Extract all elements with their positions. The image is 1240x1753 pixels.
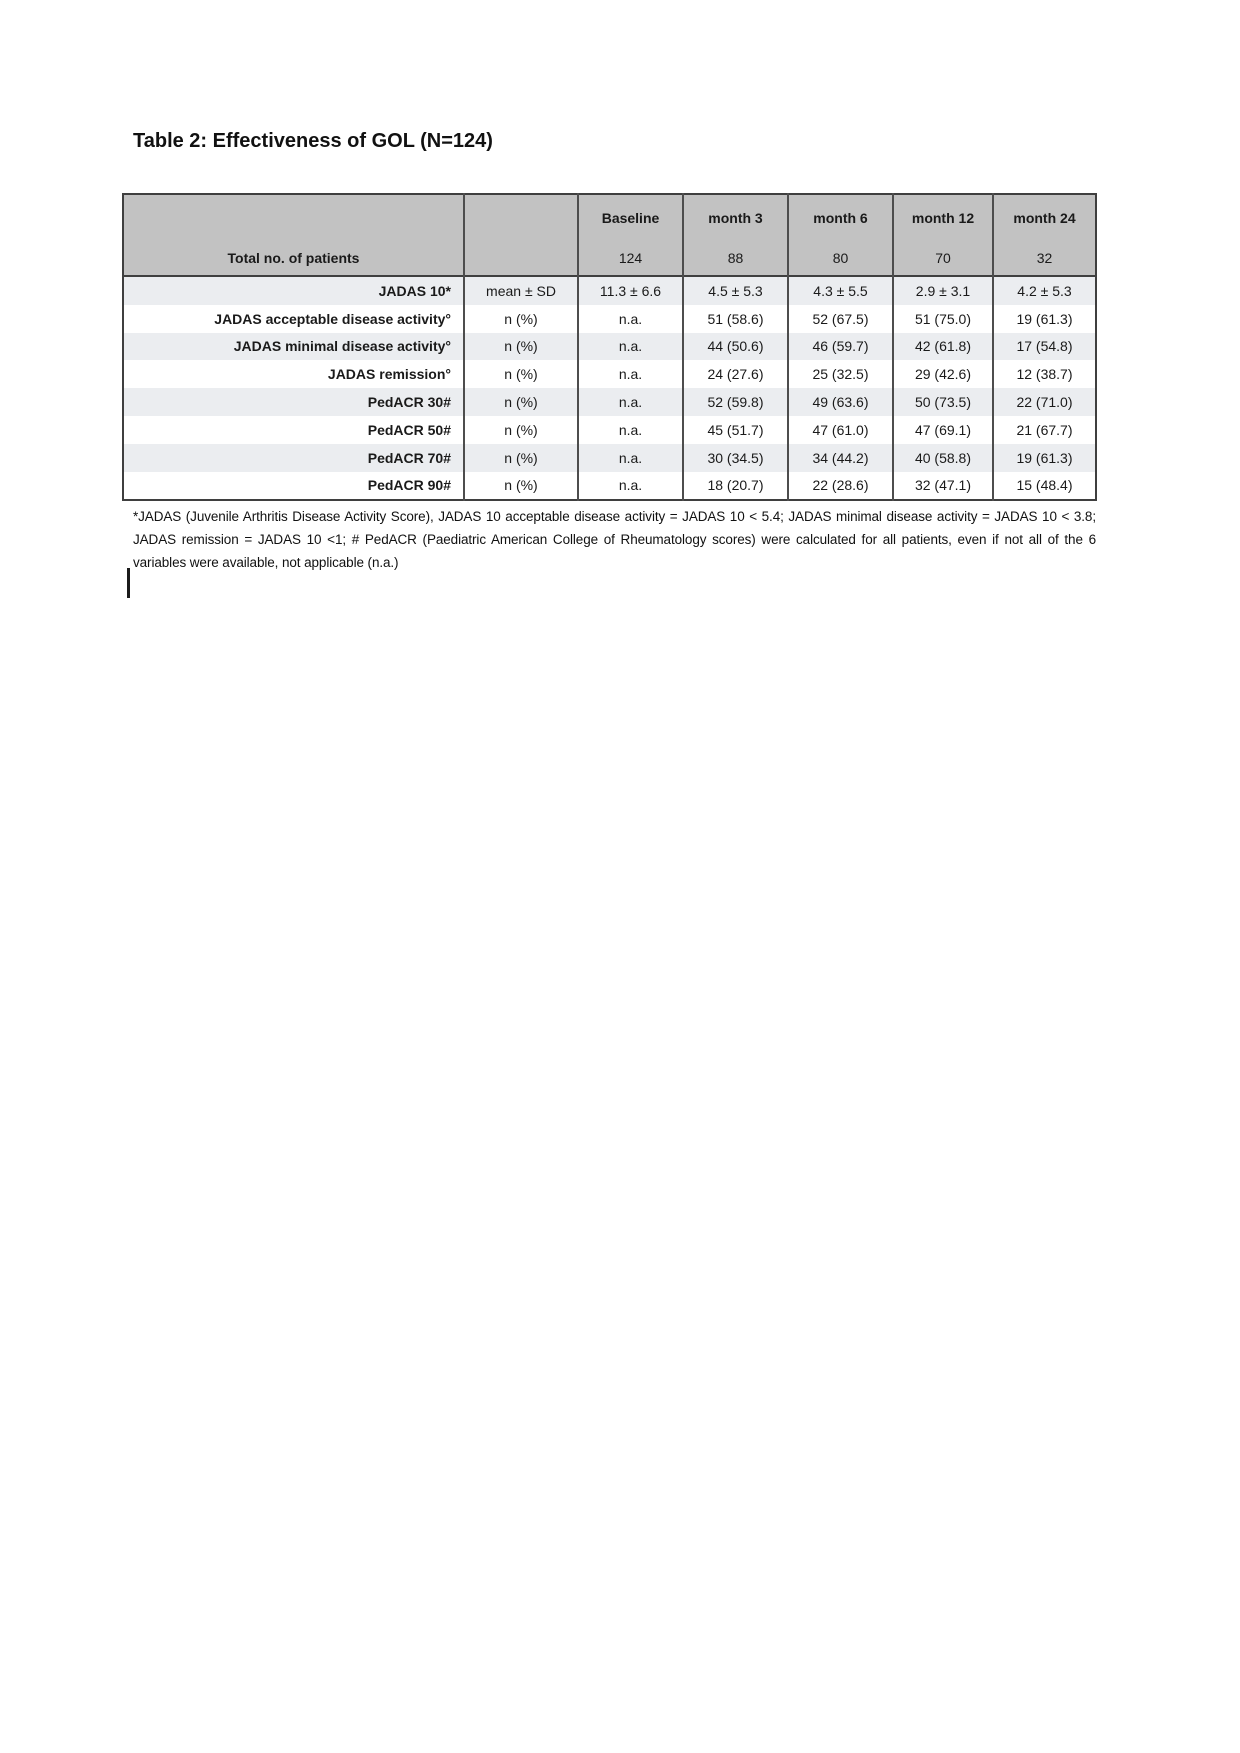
header-row-periods [123, 194, 1096, 241]
cell-value: 24 (27.6) [683, 360, 788, 388]
cell-value: 22 (71.0) [993, 388, 1096, 416]
cell-value: n.a. [578, 388, 683, 416]
cell-value: n.a. [578, 305, 683, 333]
cell-value: 18 (20.7) [683, 472, 788, 501]
cell-value: 12 (38.7) [993, 360, 1096, 388]
cell-value: 40 (58.8) [893, 444, 993, 472]
cell-value: 2.9 ± 3.1 [893, 276, 993, 305]
table-body [123, 276, 1096, 500]
col-header-baseline: Baseline [578, 194, 683, 241]
table-title: Table 2: Effectiveness of GOL (N=124) [133, 130, 493, 152]
row-label: JADAS remission° [327, 366, 451, 383]
cell-value: n.a. [578, 333, 683, 361]
cell-value: 4.5 ± 5.3 [683, 276, 788, 305]
cell-value: 45 (51.7) [683, 416, 788, 444]
count-month-6: 80 [788, 241, 893, 276]
cell-value: n.a. [578, 444, 683, 472]
table-header [123, 194, 1096, 276]
effectiveness-table [122, 193, 1097, 501]
row-measure: n (%) [464, 472, 578, 501]
col-header-month-6: month 6 [788, 194, 893, 241]
cell-value: 22 (28.6) [788, 472, 893, 501]
row-measure: n (%) [464, 360, 578, 388]
cell-value: 51 (58.6) [683, 305, 788, 333]
table-row [123, 416, 1096, 444]
cell-value: 52 (59.8) [683, 388, 788, 416]
cell-value: 17 (54.8) [993, 333, 1096, 361]
table-row [123, 472, 1096, 501]
table-footnote: *JADAS (Juvenile Arthritis Disease Activity Score), JADAS 10 acceptable disease activity = JADAS 10 < 5.4; JADAS minimal disease activity = JADAS 10 < 3.8; JADAS remission = JADAS 10 <1; # PedACR (Paediatric American College of Rheumatology scores) were calculated for all patients, even if not all of the 6 variables were available, not applicable (n.a.) [133, 509, 1096, 570]
count-month-24: 32 [993, 241, 1096, 276]
cell-value: 15 (48.4) [993, 472, 1096, 501]
cell-value: 19 (61.3) [993, 444, 1096, 472]
header-empty-measure-cell [464, 194, 578, 241]
cell-value: 34 (44.2) [788, 444, 893, 472]
row-measure: n (%) [464, 388, 578, 416]
total-patients-label: Total no. of patients [123, 241, 464, 276]
cell-value: 44 (50.6) [683, 333, 788, 361]
table-row [123, 305, 1096, 333]
cell-value: 11.3 ± 6.6 [578, 276, 683, 305]
cell-value: 51 (75.0) [893, 305, 993, 333]
table-row [123, 333, 1096, 361]
table-row [123, 444, 1096, 472]
cell-value: 4.2 ± 5.3 [993, 276, 1096, 305]
cell-value: 21 (67.7) [993, 416, 1096, 444]
cell-value: 30 (34.5) [683, 444, 788, 472]
header-empty-measure-cell-2 [464, 241, 578, 276]
row-label: PedACR 70# [367, 449, 451, 466]
table-row [123, 276, 1096, 305]
cell-value: 47 (61.0) [788, 416, 893, 444]
row-label: JADAS minimal disease activity° [233, 338, 451, 355]
table-row [123, 360, 1096, 388]
cell-value: 49 (63.6) [788, 388, 893, 416]
count-month-12: 70 [893, 241, 993, 276]
row-label: PedACR 90# [367, 477, 451, 494]
cell-value: 52 (67.5) [788, 305, 893, 333]
row-label: JADAS 10* [378, 282, 451, 299]
row-measure: n (%) [464, 333, 578, 361]
row-label: PedACR 30# [367, 394, 451, 411]
cell-value: n.a. [578, 360, 683, 388]
cell-value: 4.3 ± 5.5 [788, 276, 893, 305]
cell-value: 50 (73.5) [893, 388, 993, 416]
header-empty-label-cell [123, 194, 464, 241]
cell-value: n.a. [578, 416, 683, 444]
cell-value: n.a. [578, 472, 683, 501]
table-row [123, 388, 1096, 416]
count-baseline: 124 [578, 241, 683, 276]
row-measure: mean ± SD [464, 276, 578, 305]
row-measure: n (%) [464, 416, 578, 444]
cell-value: 42 (61.8) [893, 333, 993, 361]
col-header-month-24: month 24 [993, 194, 1096, 241]
count-month-3: 88 [683, 241, 788, 276]
cell-value: 46 (59.7) [788, 333, 893, 361]
row-label: JADAS acceptable disease activity° [214, 310, 451, 327]
cell-value: 25 (32.5) [788, 360, 893, 388]
col-header-month-12: month 12 [893, 194, 993, 241]
row-measure: n (%) [464, 305, 578, 333]
row-measure: n (%) [464, 444, 578, 472]
cell-value: 32 (47.1) [893, 472, 993, 501]
revision-bar [127, 568, 130, 598]
header-row-counts [123, 241, 1096, 276]
col-header-month-3: month 3 [683, 194, 788, 241]
row-label: PedACR 50# [367, 421, 451, 438]
cell-value: 47 (69.1) [893, 416, 993, 444]
cell-value: 19 (61.3) [993, 305, 1096, 333]
cell-value: 29 (42.6) [893, 360, 993, 388]
